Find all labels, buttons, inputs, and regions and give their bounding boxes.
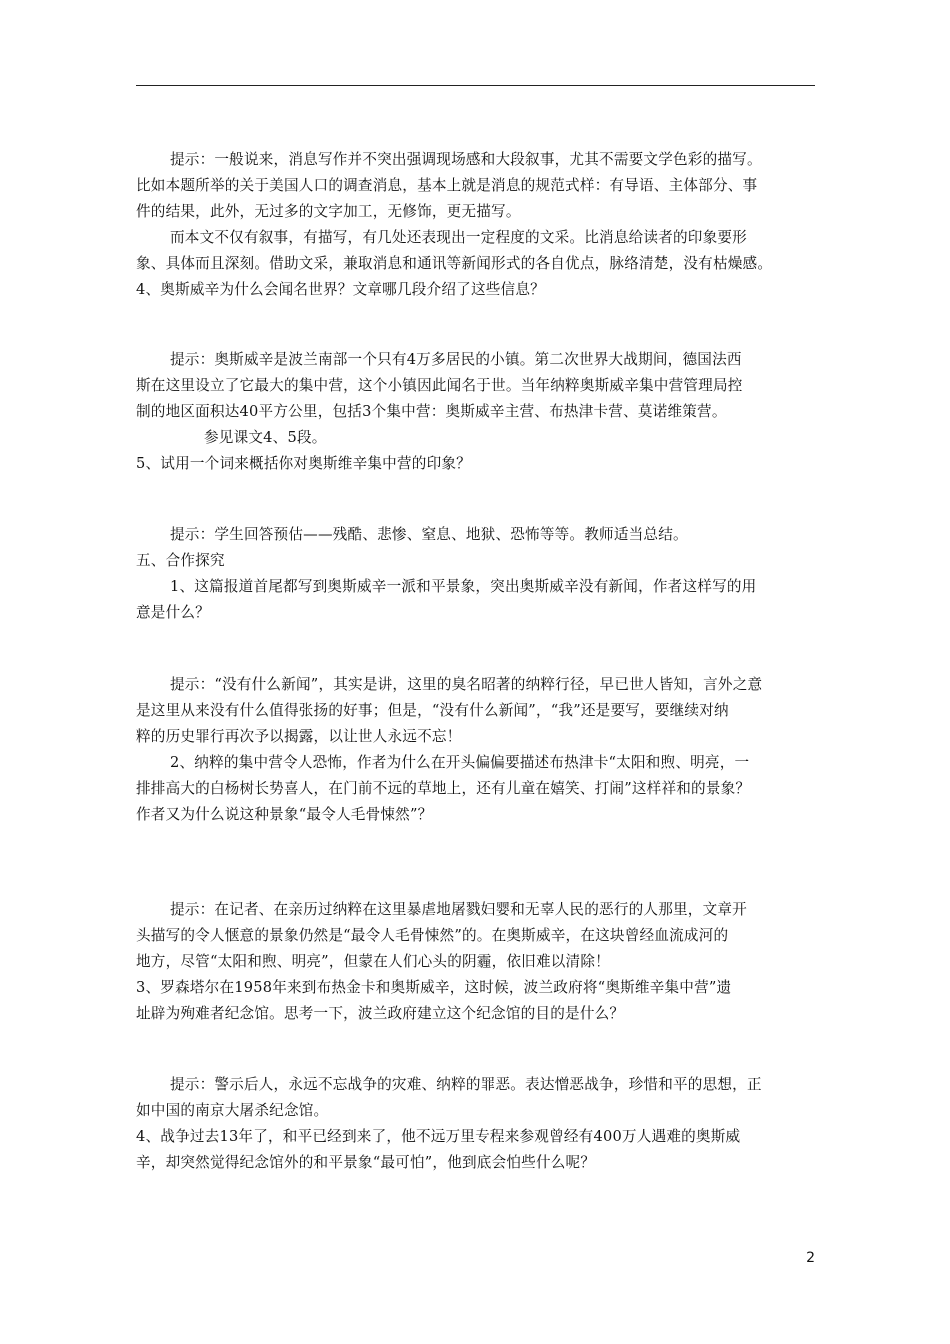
text-line: 象、具体而且深刻。借助文采，兼取消息和通讯等新闻形式的各自优点，脉络清楚，没有枯燥感。: [136, 255, 773, 272]
question-line: 2、纳粹的集中营令人恐怖，作者为什么在开头偏偏要描述布热津卡“太阳和煦、明亮，一: [170, 754, 750, 771]
text-line: 提示：一般说来，消息写作并不突出强调现场感和大段叙事，尤其不需要文学色彩的描写。: [170, 151, 762, 168]
text-line: 比如本题所举的关于美国人口的调查消息，基本上就是消息的规范式样：有导语、主体部分、事: [136, 177, 758, 194]
text-line: 是这里从来没有什么值得张扬的好事；但是，“没有什么新闻”，“我”还是要写，要继续对纳: [136, 702, 729, 719]
text-line: 提示：警示后人，永远不忘战争的灾难、纳粹的罪恶。表达憎恶战争，珍惜和平的思想，正: [170, 1076, 762, 1093]
section-heading: 五、合作探究: [136, 552, 225, 569]
question-line: 作者又为什么说这种景象“最令人毛骨悚然”？: [136, 806, 433, 823]
header-rule: [136, 85, 815, 86]
text-line: 头描写的令人惬意的景象仍然是“最令人毛骨悚然”的。在奥斯威辛，在这块曾经血流成河的: [136, 927, 729, 944]
text-line: 制的地区面积达40平方公里，包括3个集中营：奥斯威辛主营、布热津卡营、莫诺维策营。: [136, 403, 727, 420]
text-line: 提示：“没有什么新闻”，其实是讲，这里的臭名昭著的纳粹行径，早已世人皆知，言外之意: [170, 676, 763, 693]
text-line: 参见课文4、5段。: [204, 429, 327, 446]
text-line: 如中国的南京大屠杀纪念馆。: [136, 1102, 329, 1119]
text-line: 件的结果，此外，无过多的文字加工，无修饰，更无描写。: [136, 203, 521, 220]
text-line: 粹的历史罪行再次予以揭露，以让世人永远不忘！: [136, 728, 462, 745]
question-line: 4、奥斯威辛为什么会闻名世界？文章哪几段介绍了这些信息？: [136, 281, 545, 298]
question-line: 1、这篇报道首尾都写到奥斯威辛一派和平景象，突出奥斯威辛没有新闻，作者这样写的用: [170, 578, 757, 595]
text-line: 而本文不仅有叙事，有描写，有几处还表现出一定程度的文采。比消息给读者的印象要形: [170, 229, 747, 246]
question-line: 址辟为殉难者纪念馆。思考一下，波兰政府建立这个纪念馆的目的是什么？: [136, 1005, 625, 1022]
text-line: 提示：学生回答预估——残酷、悲惨、窒息、地狱、恐怖等等。教师适当总结。: [170, 526, 688, 543]
text-line: 提示：奥斯威辛是波兰南部一个只有4万多居民的小镇。第二次世界大战期间，德国法西: [170, 351, 742, 368]
question-line: 意是什么？: [136, 604, 210, 621]
text-line: 斯在这里设立了它最大的集中营，这个小镇因此闻名于世。当年纳粹奥斯威辛集中营管理局控: [136, 377, 743, 394]
question-line: 3、罗森塔尔在1958年来到布热金卡和奥斯威辛，这时候，波兰政府将“奥斯维辛集中营”遗: [136, 979, 732, 996]
question-line: 4、战争过去13年了，和平已经到来了，他不远万里专程来参观曾经有400万人遇难的奥斯威: [136, 1128, 741, 1145]
text-line: 提示：在记者、在亲历过纳粹在这里暴虐地屠戮妇婴和无辜人民的恶行的人那里，文章开: [170, 901, 747, 918]
question-line: 排排高大的白杨树长势喜人，在门前不远的草地上，还有儿童在嬉笑、打闹”这样祥和的景象？: [136, 780, 751, 797]
page-number: 2: [806, 1250, 815, 1266]
question-line: 辛，却突然觉得纪念馆外的和平景象“最可怕”，他到底会怕些什么呢？: [136, 1154, 596, 1171]
text-line: 地方，尽管“太阳和煦、明亮”，但蒙在人们心头的阴霾，依旧难以清除！: [136, 953, 610, 970]
question-line: 5、试用一个词来概括你对奥斯维辛集中营的印象？: [136, 455, 471, 472]
